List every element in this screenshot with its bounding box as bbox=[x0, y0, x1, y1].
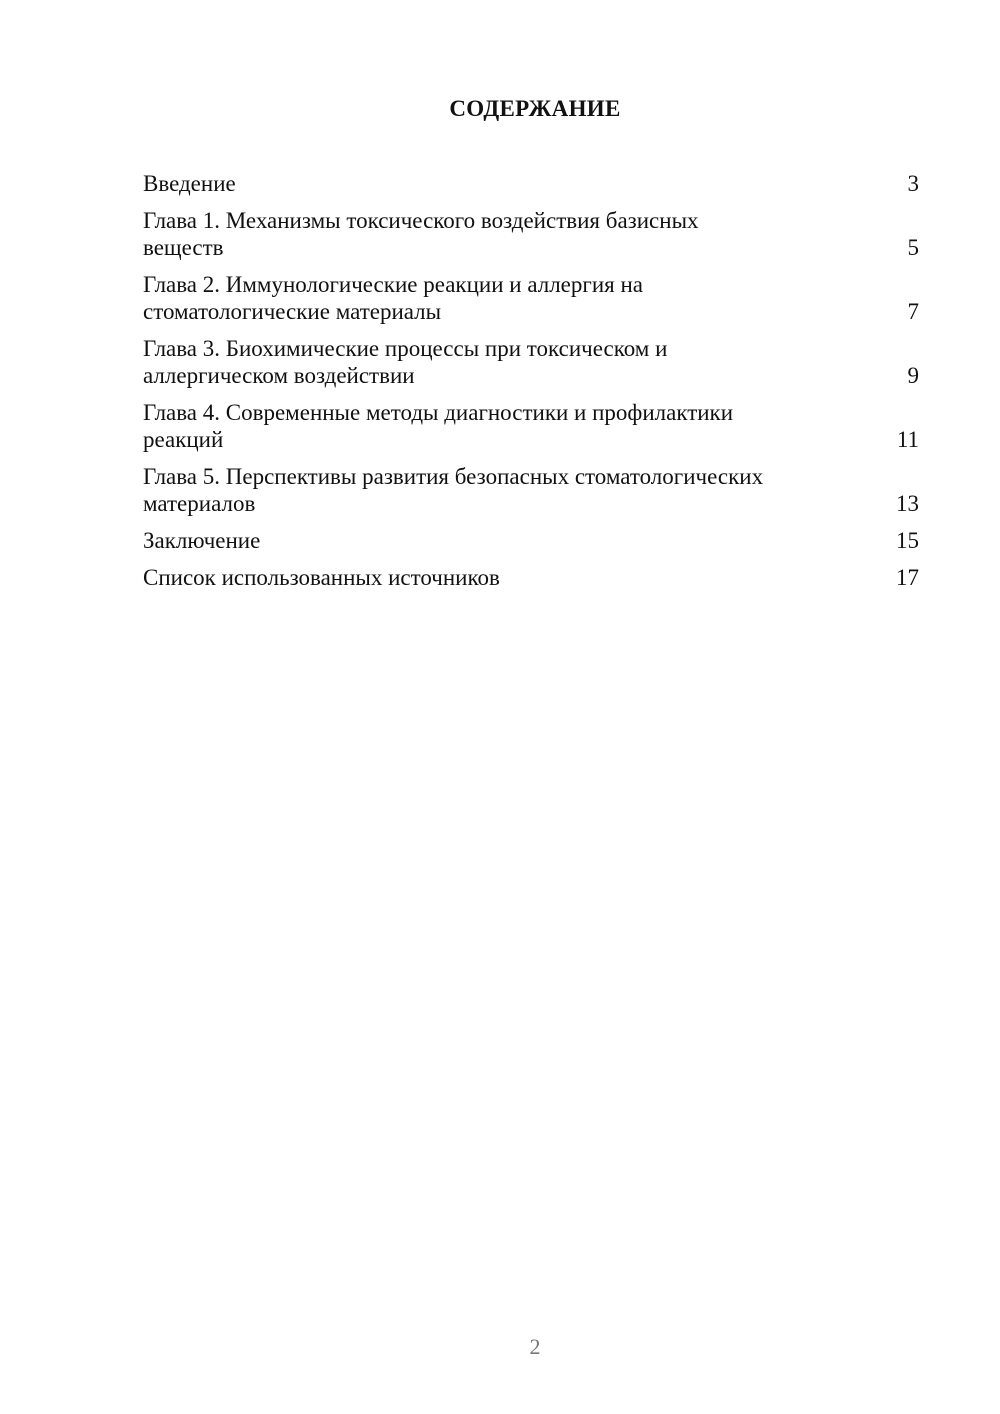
toc-entry-conclusion bbox=[143, 527, 919, 554]
toc-entry-chapter-1 bbox=[143, 207, 919, 261]
toc-entry-chapter-2 bbox=[143, 271, 919, 325]
toc-entry-page: 9 bbox=[907, 363, 919, 388]
toc-entry-label: Глава 4. Современные методы диагностики и профилактики реакций bbox=[143, 400, 734, 452]
toc-list bbox=[143, 170, 919, 601]
toc-entry-chapter-3 bbox=[143, 335, 919, 389]
toc-entry-page: 3 bbox=[907, 171, 919, 196]
toc-entry-references bbox=[143, 564, 919, 591]
toc-entry-label: Список использованных источников bbox=[143, 565, 500, 590]
toc-entry-label: Глава 1. Механизмы токсического воздействия базисных веществ bbox=[143, 208, 699, 260]
toc-entry-label: Введение bbox=[143, 171, 236, 196]
toc-entry-label: Глава 3. Биохимические процессы при токсическом и аллергическом воздействии bbox=[143, 336, 668, 388]
toc-entry-label: Глава 5. Перспективы развития безопасных стоматологических материалов bbox=[143, 464, 764, 516]
toc-entry-page: 7 bbox=[907, 299, 919, 324]
toc-entry-label: Заключение bbox=[143, 528, 261, 553]
toc-entry-page: 5 bbox=[907, 235, 919, 260]
toc-entry-chapter-4 bbox=[143, 399, 919, 453]
toc-entry-page: 17 bbox=[896, 565, 919, 590]
page-number: 2 bbox=[529, 1334, 541, 1359]
toc-entry-page: 15 bbox=[896, 528, 919, 553]
toc-title: СОДЕРЖАНИЕ bbox=[449, 96, 621, 121]
toc-entry-page: 13 bbox=[896, 491, 919, 516]
toc-entry-introduction bbox=[143, 170, 919, 197]
toc-entry-page: 11 bbox=[896, 427, 919, 452]
toc-entry-label: Глава 2. Иммунологические реакции и аллергия на стоматологические материалы bbox=[143, 272, 643, 324]
toc-entry-chapter-5 bbox=[143, 463, 919, 517]
